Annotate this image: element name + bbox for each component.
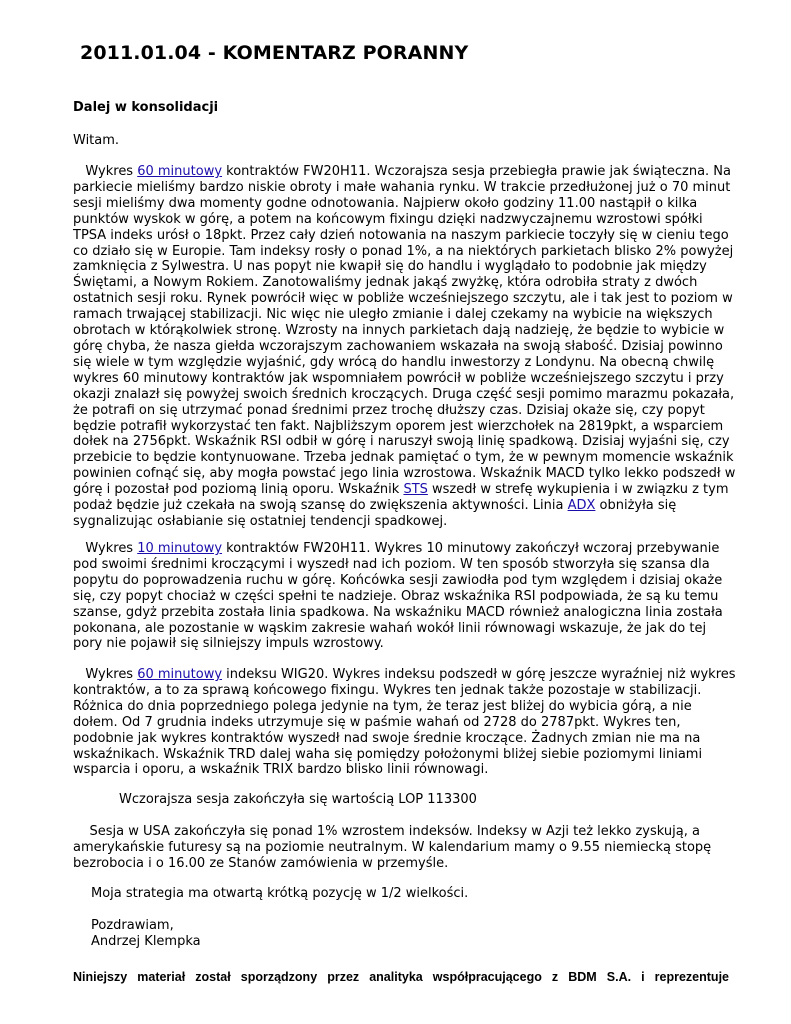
paragraph-text: kontraktów FW20H11. Wykres 10 minutowy zakończył wczoraj przebywanie pod swoimi średnimi kroczącymi i wyszedł nad ich poziom. W ten sposób stworzyła się szansa dla popytu do poprowadzenia ruchu w górę. Końcówka sesji zawiodła pod tym względem i dzisiaj okaże się, czy popyt chociaż w części spełni te nadzieje. Obraz wskaźnika RSI podpowiada, że są ku temu szanse, gdyż przebita została linia spadkowa. Na wskaźniku MACD również analogiczna linia została pokonana, ale pozostanie w wąskim zakresie wahań wokół linii równowagi wskazuje, że jak do tej pory nie pojawił się silniejszy impuls wzrostowy. xyxy=(73,541,723,652)
link-adx-indicator[interactable]: ADX xyxy=(567,498,596,514)
strategy-line: Moja strategia ma otwartą krótką pozycję w 1/2 wielkości. xyxy=(91,886,469,901)
closing-line: Pozdrawiam, xyxy=(91,918,174,933)
link-sts-indicator[interactable]: STS xyxy=(403,482,428,498)
article-subtitle: Dalej w konsolidacji xyxy=(73,100,219,115)
lop-value-line: Wczorajsza sesja zakończyła się wartością LOP 113300 xyxy=(119,792,477,807)
paragraph-10min-futures xyxy=(73,541,738,652)
paragraph-wig20 xyxy=(73,667,738,778)
page-title: 2011.01.04 - KOMENTARZ PORANNY xyxy=(80,42,469,64)
paragraph-text: Wykres xyxy=(85,164,138,179)
paragraph-world-markets xyxy=(73,824,738,872)
link-10-minute-chart[interactable]: 10 minutowy xyxy=(137,541,223,556)
paragraph-text: indeksu WIG20. Wykres indeksu podszedł w górę jeszcze wyraźniej niż wykres kontraktów, a to za sprawą końcowego fixingu. Wykres ten jednak także pozostaje w stabilizacji. Różnica do dnia poprzedniego polega jedynie na tym, że teraz jest bliżej do wybicia górą, a nie dołem. Od 7 grudnia indeks utrzymuje się w paśmie wahań od 2728 do 2787pkt. Wykres ten, podobnie jak wykres kontraktów wyszedł nad swoje średnie kroczące. Żadnych zmian nie ma na wskaźnikach. Wskaźnik TRD dalej waha się pomiędzy położonymi bliżej siebie poziomymi liniami wsparcia i oporu, a wskaźnik TRIX bardzo blisko linii równowagi. xyxy=(73,667,736,778)
paragraph-text: Sesja w USA zakończyła się ponad 1% wzrostem indeksów. Indeksy w Azji też lekko zyskują, a amerykańskie futuresy są na poziomie neutralnym. W kalendarium mamy o 9.55 niemiecką stopę bezrobocia i o 16.00 ze Stanów zamówienia w przemyśle. xyxy=(73,824,712,871)
link-60-minute-chart[interactable]: 60 minutowy xyxy=(137,164,223,179)
paragraph-text: wszedł w strefę wykupienia i w związku z tym podaż będzie już czekała na swoją szansę do zwiększenia aktywności. Linia xyxy=(73,482,729,514)
greeting: Witam. xyxy=(73,133,120,148)
paragraph-text: Wykres xyxy=(85,667,138,682)
paragraph-60min-futures xyxy=(73,164,738,530)
link-60-minute-wig20-chart[interactable]: 60 minutowy xyxy=(137,667,223,682)
author-name: Andrzej Klempka xyxy=(91,933,201,949)
disclaimer-footer: Niniejszy materiał został sporządzony przez analityka współpracującego z BDM S.A. i reprezentuje xyxy=(73,970,729,984)
paragraph-text: obniżyła się sygnalizując osłabianie się ostatniej tendencji spadkowej. xyxy=(73,498,677,529)
signoff xyxy=(91,918,201,950)
paragraph-text: Wykres xyxy=(85,541,138,556)
paragraph-text: kontraktów FW20H11. Wczorajsza sesja przebiegła prawie jak świąteczna. Na parkiecie mieliśmy bardzo niskie obroty i małe wahania rynku. W trakcie przedłużonej już o 70 minut sesji mieliśmy dwa momenty godne odnotowania. Najpierw około godziny 11.00 nastąpił o kilka punktów wyskok w górę, a potem na końcowym fixingu dzięki nadzwyczajnemu wzrostowi spółki TPSA indeks urósł o 18pkt. Przez cały dzień notowania na naszym parkiecie toczyły się w cieniu tego co działo się w Europie. Tam indeksy rosły o ponad 1%, a na niektórych parkietach blisko 2% powyżej zamknięcia z Sylwestra. U nas popyt nie kwapił się do handlu i wyglądało to podobnie jak między Świętami, a Nowym Rokiem. Zanotowaliśmy jednak jakąś zwyżkę, która odrobiła straty z dwóch ostatnich sesji roku. Rynek powrócił więc w pobliże wcześniejszego szczytu, ale i tak jest to poziom w ramach trwającej stabilizacji. Nic więc nie uległo zmianie i dalej czekamy na wybicie na większych obrotach w którąkolwiek stronę. Wzrosty na innych parkietach dają nadzieję, że będzie to wybicie w górę chyba, że nasza giełda wczorajszym zachowaniem wskazała na swoją słabość. Dzisiaj powinno się wiele w tym względzie wyjaśnić, gdy wrócą do handlu inwestorzy z Londynu. Na obecną chwilę wykres 60 minutowy kontraktów jak wspomniałem powrócił w pobliże wcześniejszego szczytu i przy okazji znalazł się powyżej swoich średnich kroczących. Druga część sesji pomimo marazmu pokazała, że potrafi on się utrzymać ponad średnimi przez trochę dłuższy czas. Dzisiaj okaże się, czy popyt będzie potrafił wykorzystać ten fakt. Najbliższym oporem jest wierzchołek na 2819pkt, a wsparciem dołek na 2756pkt. Wskaźnik RSI odbił w górę i naruszył swoją linię spadkową. Dzisiaj wyjaśni się, czy przebicie to będzie kontynuowane. Trzeba jednak pamiętać o tym, że w pewnym momencie wskaźnik powinien cofnąć się, aby mogła powstać jego linia wzrostowa. Wskaźnik MACD tylko lekko podszedł w górę i pozostał pod poziomą linią oporu. Wskaźnik xyxy=(73,164,736,498)
